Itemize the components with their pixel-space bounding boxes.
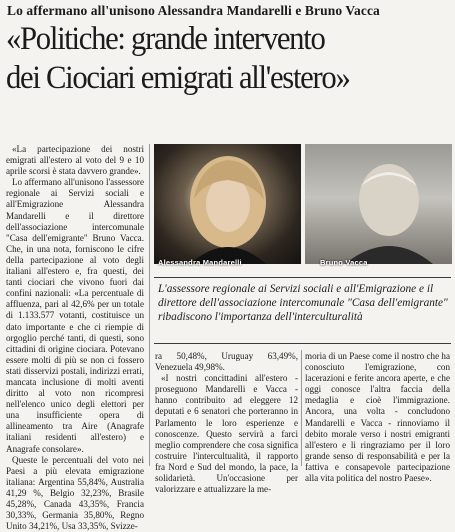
paragraph: Lo affermano all'unisono l'assessore regionale ai Servizi sociali e all'Emigrazione Alessandra Mandarelli e il direttore dell'associazione intercomunale "Casa dell'emigrante" Bruno Vacca. Che, in una nota, forniscono le cifre della partecipazione al voto degli italiani all'estero e, fra questi, dei tanti ciociari che vivono fuori dai confini nazionali: «La percentuale di affluenza, pari al 42,6% per un totale di 1.133.577 votanti, costituisce un dato importante e che ci riempie di orgoglio perché tanti, di questi, sono cittadini di origine ciociara. Potevano essere molti di più se non ci fossero stati disservizi postali, indirizzi errati, mancata inclusione di molti aventi diritto al voto non ricompresi nell'elenco unico degli elettori per una insufficiente opera di allineamento tra Aire (Anagrafe italiani residenti all'estero) e Anagrafe consolare». bbox=[6, 177, 144, 454]
headline-line-2: dei Ciociari emigrati all'estero» bbox=[6, 60, 350, 96]
paragraph: «I nostri concittadini all'estero - proseguono Mandarelli e Vacca - hanno contribuito ad eleggere 12 deputati e 6 senatori che porteranno in Parlamento le loro esperienze e conoscenze. Questo servirà a farci meglio comprendere che cosa significa costruire l'intercultualità, il rapporto fra Nord e Sud del mondo, la pace, la solidarietà. Un'occasione per valorizzare e attualizzare la me- bbox=[155, 373, 298, 495]
paragraph: «La partecipazione dei nostri emigrati all'estero al voto del 9 e 10 aprile scorsi è stata davvero grande». bbox=[6, 144, 144, 177]
article-column-1 bbox=[6, 144, 144, 532]
headline-line-1: «Politiche: grande intervento bbox=[6, 21, 325, 57]
portrait-man-illustration bbox=[305, 144, 452, 264]
article-column-3 bbox=[305, 351, 450, 484]
paragraph: ra 50,48%, Uruguay 63,49%, Venezuela 49,98%. bbox=[155, 351, 298, 373]
photo-caption-vacca: Bruno Vacca bbox=[320, 258, 368, 267]
column-divider bbox=[149, 144, 150, 466]
paragraph: moria di un Paese come il nostro che ha conosciuto l'emigrazione, con lacerazioni e ferite ancora aperte, e che oggi conosce l'altra faccia della medaglia e cioè l'immigrazione. Ancora, una volta - concludono Mandarelli e Vacca - rinnoviamo il debito morale verso i nostri emigranti all'estero e li ringraziamo per il loro grande senso di responsabilità e per la fattiva e consapevole partecipazione alla vita politica del nostro Paese». bbox=[305, 351, 450, 484]
paragraph: Queste le percentuali del voto nei Paesi a più elevata emigrazione italiana: Argentina 55,84%, Australia 41,29 %, Belgio 32,23%, Brasile 45,28%, Canada 43,35%, Francia 30,33%, Germania 35,80%, Regno Unito 34,21%, Usa 33,35%, Svizze- bbox=[6, 454, 144, 532]
pull-quote-bottom-rule bbox=[154, 343, 451, 344]
photo-caption-mandarelli: Alessandra Mandarelli bbox=[158, 258, 242, 267]
pull-quote: L'assessore regionale ai Servizi sociali e all'Emigrazione e il direttore dell'associazione intercomunale "Casa dell'emigrante" ribadiscono l'importanza dell'interculturalità bbox=[158, 283, 448, 324]
portrait-woman-illustration bbox=[154, 144, 301, 264]
article-column-2 bbox=[155, 351, 298, 495]
article-kicker: Lo affermano all'unisono Alessandra Mandarelli e Bruno Vacca bbox=[7, 3, 380, 18]
photo-mandarelli bbox=[154, 144, 301, 264]
column-divider bbox=[301, 350, 302, 466]
pull-quote-top-rule bbox=[154, 277, 451, 278]
article-headline bbox=[6, 20, 420, 98]
photo-vacca bbox=[305, 144, 452, 264]
